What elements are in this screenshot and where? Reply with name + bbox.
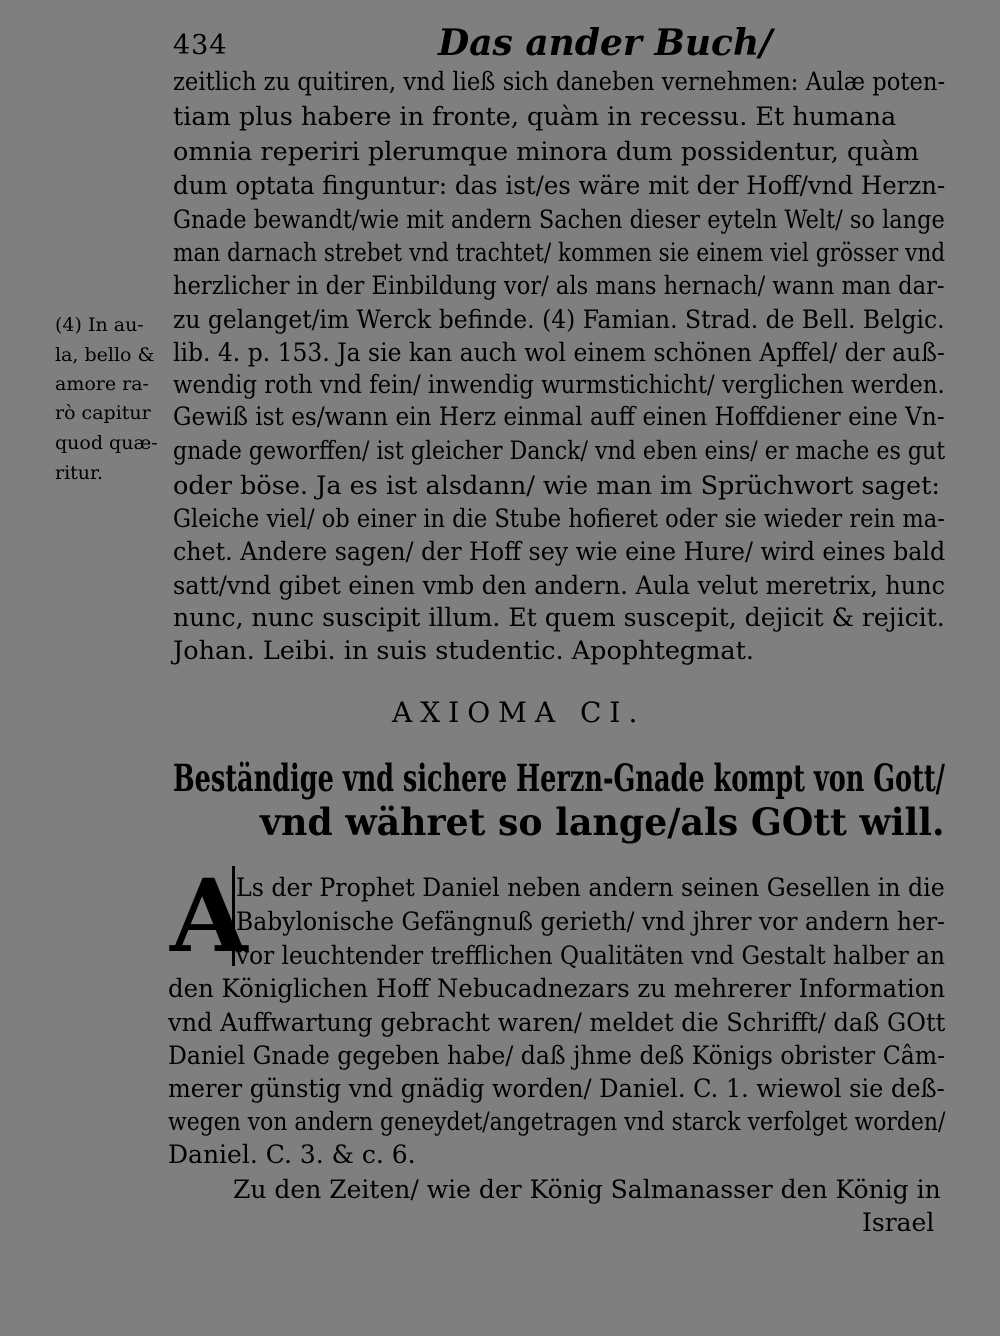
text-line: Ls der Prophet Daniel neben andern seinen Gesellen in die [236,873,945,902]
text-line: man darnach strebet vnd trachtet/ kommen sie einem viel grösser vnd [173,238,946,268]
text-line: Johan. Leibi. in suis studentic. Apophtegmat. [173,636,754,666]
side-note-line: (4) In au- [55,314,144,336]
text-line: vor leuchtender trefflichen Qualitäten vnd Gestalt halber an [236,941,945,970]
text-line: oder böse. Ja es ist alsdann/ wie man im Sprüchwort saget: [173,471,940,501]
text-line: Gewiß ist es/wann ein Herz einmal auff einen Hoffdiener eine Vn- [173,402,945,432]
running-head: Das ander Buch/ [438,22,773,64]
text-line: chet. Andere sagen/ der Hoff sey wie eine Hure/ wird eines bald [173,537,946,567]
text-line: nunc, nunc suscipit illum. Et quem suscepit, dejicit & rejicit. [173,603,945,633]
text-line: tiam plus habere in fronte, quàm in recessu. Et humana [173,102,897,132]
axioma-heading: AXIOMA CI. [392,696,646,729]
text-line: zeitlich zu quitiren, vnd ließ sich daneben vernehmen: Aulæ poten- [173,67,946,97]
side-note-line: amore ra- [55,373,149,395]
text-line: den Königlichen Hoff Nebucadnezars zu mehrerer Information [168,974,946,1003]
catchword: Israel [862,1208,935,1237]
text-line: Daniel. C. 3. & c. 6. [168,1140,416,1169]
text-line: gnade geworffen/ ist gleicher Danck/ vnd eben eins/ er mache es gut [173,436,946,466]
title-line: vnd währet so lange/als GOtt will. [260,800,945,844]
text-line: vnd Auffwartung gebracht waren/ meldet die Schrifft/ daß GOtt [168,1008,946,1037]
text-line: Zu den Zeiten/ wie der König Salmanasser den König in [233,1175,941,1204]
text-line: merer günstig vnd gnädig worden/ Daniel. C. 1. wiewol sie deß- [168,1074,945,1103]
text-line: wendig roth vnd fein/ inwendig wurmstichicht/ verglichen werden. [173,370,945,400]
text-line: lib. 4. p. 153. Ja sie kan auch wol einem schönen Apffel/ der auß- [173,338,945,368]
text-line: Babylonische Gefängnuß gerieth/ vnd jhrer vor andern her- [236,907,945,936]
text-line: herzlicher in der Einbildung vor/ als mans hernach/ wann man dar- [173,271,945,301]
side-note-line: la, bello & [55,344,155,366]
page-number: 434 [173,30,228,61]
drop-cap: A [170,857,248,975]
title-line: Beständige vnd sichere Herzn-Gnade kompt von Gott/ [173,756,946,800]
text-line: satt/vnd gibet einen vmb den andern. Aula velut meretrix, hunc [173,571,946,601]
side-note-line: quod quæ- [55,432,158,454]
text-line: wegen von andern geneydet/angetragen vnd starck verfolget worden/ [168,1107,946,1136]
text-line: zu gelanget/im Werck befinde. (4) Famian. Strad. de Bell. Belgic. [173,305,945,335]
text-line: Gnade bewandt/wie mit andern Sachen dieser eyteln Welt/ so lange [173,205,945,235]
side-note-line: rò capitur [55,402,151,424]
text-line: dum optata finguntur: das ist/es wäre mit der Hoff/vnd Herzn- [173,171,946,201]
text-line: Gleiche viel/ ob einer in die Stube hofieret oder sie wieder rein ma- [173,504,945,534]
text-line: Daniel Gnade gegeben habe/ daß jhme deß Königs obrister Câm- [168,1041,946,1070]
side-note-line: ritur. [55,462,104,484]
text-line: omnia reperiri plerumque minora dum possidentur, quàm [173,137,920,167]
